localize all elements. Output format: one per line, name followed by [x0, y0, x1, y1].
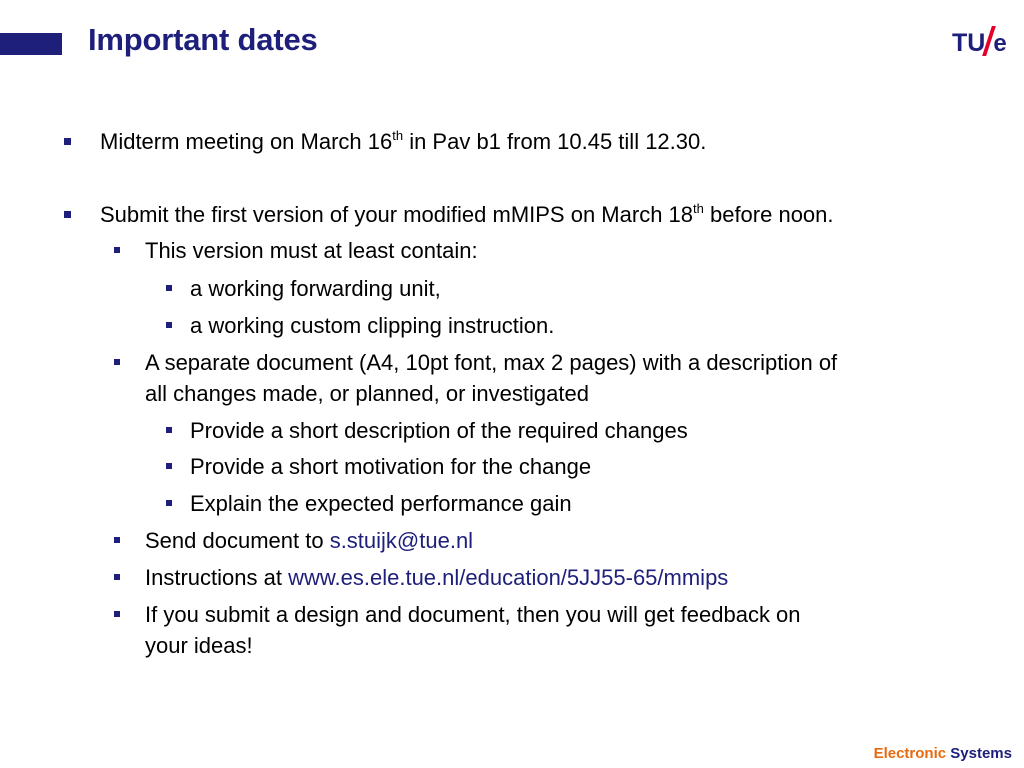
bullet-marker: [114, 574, 120, 580]
midterm-text-end: in Pav b1 from 10.45 till 12.30.: [403, 129, 707, 154]
list-item-submit: [100, 199, 834, 230]
footer-part1: Electronic: [873, 745, 947, 762]
list-item-performance-gain: Explain the expected performance gain: [190, 491, 572, 516]
bullet-marker: [166, 322, 172, 328]
list-item-midterm: [100, 126, 706, 157]
bullet-marker: [166, 500, 172, 506]
midterm-text: Midterm meeting on March 16: [100, 129, 393, 154]
list-item-instructions: [145, 562, 728, 593]
instructions-text: Instructions at: [145, 565, 289, 590]
list-item-feedback: [145, 599, 801, 661]
title-accent-bar: [0, 33, 62, 55]
feedback-line2: your ideas!: [145, 633, 253, 658]
separate-doc-line1: A separate document (A4, 10pt font, max 2 pages) with a description of: [145, 350, 838, 375]
bullet-marker: [166, 285, 172, 291]
submit-sup: th: [693, 201, 704, 216]
slide-title: Important dates: [88, 22, 318, 57]
bullet-marker: [166, 427, 172, 433]
list-item-forwarding: a working forwarding unit,: [190, 276, 441, 301]
footer-part2: Systems: [950, 745, 1012, 762]
list-item-clipping: a working custom clipping instruction.: [190, 313, 555, 338]
list-item-version-must: This version must at least contain:: [145, 238, 478, 263]
logo-text-right: e: [993, 30, 1007, 57]
list-item-separate-doc: [145, 347, 837, 409]
tue-logo: [952, 26, 1007, 62]
bullet-marker: [114, 611, 120, 617]
bullet-marker: [114, 537, 120, 543]
email-link[interactable]: s.stuijk@tue.nl: [329, 528, 474, 553]
bullet-marker: [64, 211, 71, 218]
list-item-send-doc: [145, 525, 473, 556]
instructions-link[interactable]: www.es.ele.tue.nl/education/5JJ55-65/mmips: [288, 565, 729, 590]
submit-text: Submit the first version of your modified mMIPS on March 18: [100, 202, 694, 227]
bullet-marker: [64, 138, 71, 145]
separate-doc-line2: all changes made, or planned, or investigated: [145, 381, 589, 406]
bullet-marker: [114, 247, 120, 253]
list-item-short-motivation: Provide a short motivation for the change: [190, 454, 592, 479]
bullet-marker: [166, 463, 172, 469]
midterm-sup: th: [392, 128, 404, 143]
bullet-marker: [114, 359, 120, 365]
footer-label: [874, 745, 1012, 762]
feedback-line1: If you submit a design and document, then you will get feedback on: [145, 602, 801, 627]
logo-text-left: TU: [952, 29, 986, 57]
list-item-short-description: Provide a short description of the required changes: [190, 418, 688, 443]
submit-text-end: before noon.: [703, 202, 834, 227]
send-doc-text: Send document to: [145, 528, 330, 553]
